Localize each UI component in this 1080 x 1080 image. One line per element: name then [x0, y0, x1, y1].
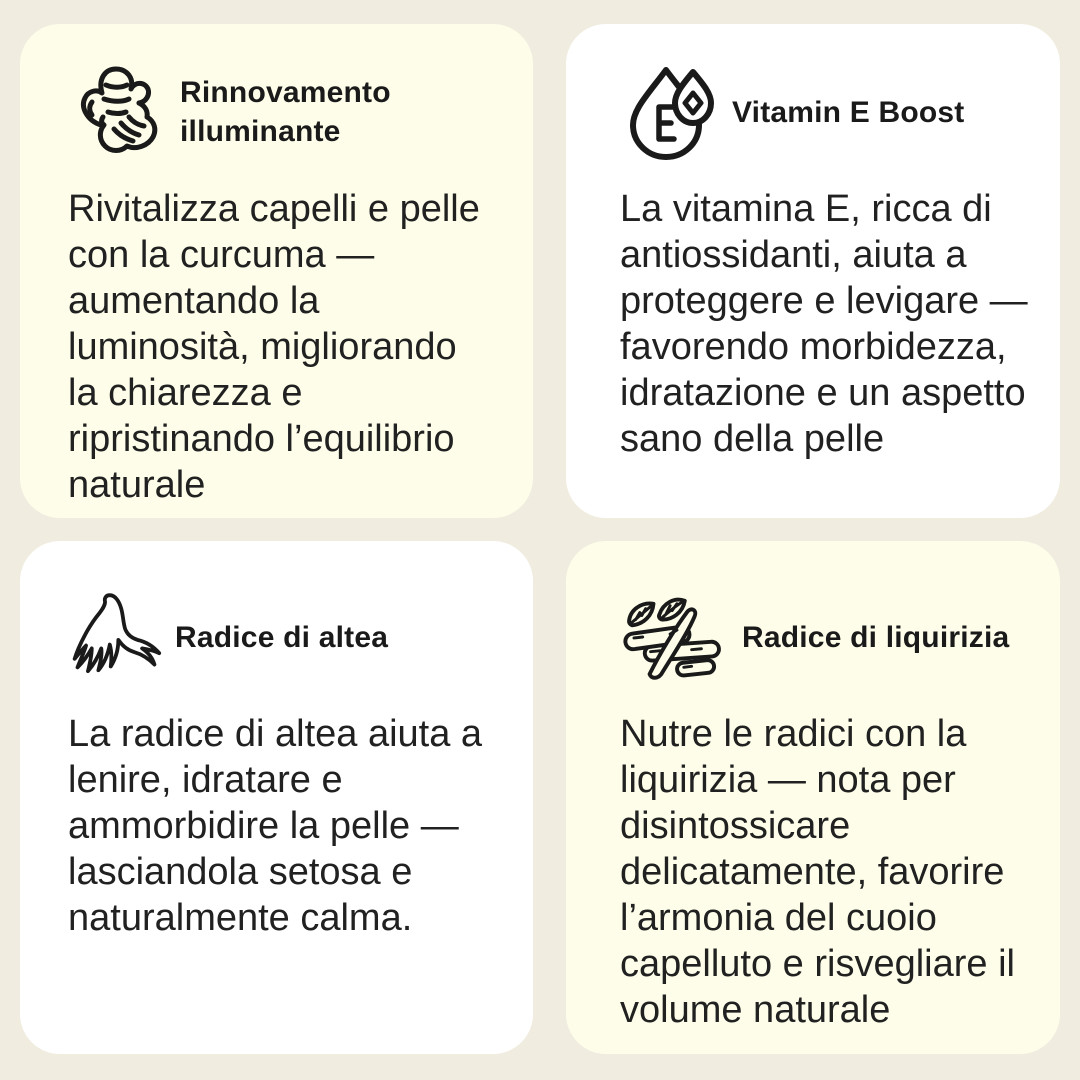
card-body-text: Rivitalizza capelli e pelle con la curcuma — aumentando la luminosità, migliorando la chiarezza e ripristinando l’equilibrio naturale — [68, 188, 480, 506]
card-body-text: La vitamina E, ricca di antiossidanti, aiuta a proteggere e levigare — favorendo morbidezza, idratazione e un aspetto sano della pelle — [620, 188, 1028, 460]
card-title: Rinnovamento illuminante — [180, 76, 391, 148]
card-header — [620, 52, 1032, 172]
card-header — [68, 577, 488, 697]
vitamin-e-drop-icon — [620, 62, 720, 162]
ginger-root-icon — [68, 62, 168, 162]
card-body-text: Nutre le radici con la liquirizia — nota per disintossicare delicatamente, favorire l’armonia del cuoio capelluto e risvegliare il volume naturale — [620, 713, 1015, 1031]
card-licorice-root — [566, 541, 1060, 1054]
card-header — [620, 577, 1032, 697]
card-title: Radice di liquirizia — [742, 620, 1010, 654]
card-althea-root — [20, 541, 533, 1054]
althea-root-icon — [68, 587, 163, 687]
licorice-root-icon — [620, 593, 730, 681]
card-turmeric-renewal — [20, 24, 533, 518]
card-vitamin-e-boost — [566, 24, 1060, 518]
card-grid — [20, 24, 1060, 1054]
card-header — [68, 52, 488, 172]
card-title: Vitamin E Boost — [732, 95, 965, 129]
card-body-text: La radice di altea aiuta a lenire, idratare e ammorbidire la pelle — lasciandola setosa e naturalmente calma. — [68, 713, 483, 939]
card-title: Radice di altea — [175, 620, 389, 654]
